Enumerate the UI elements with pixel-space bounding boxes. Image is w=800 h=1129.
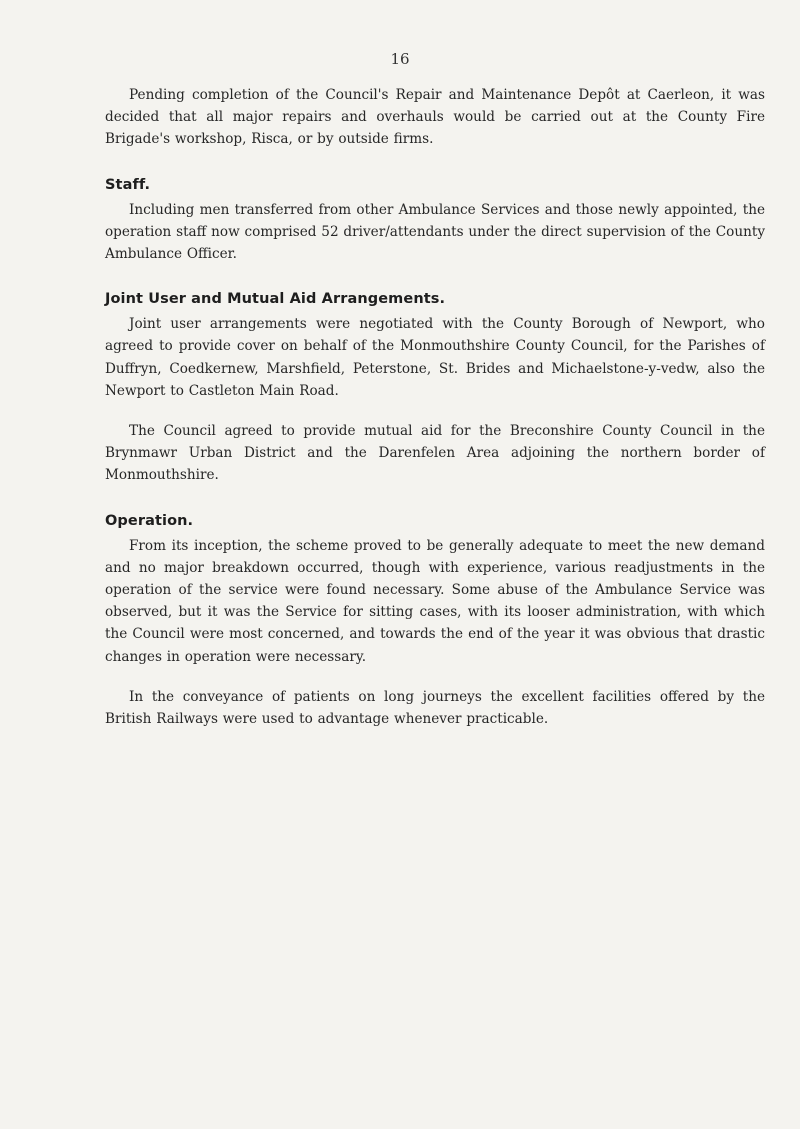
- joint-user-heading: Joint User and Mutual Aid Arrangements.: [105, 291, 446, 308]
- conveyance-paragraph: In the conveyance of patients on long journeys the excellent facilities offered by the British Railways were used to advantage whenever practicable.: [105, 688, 765, 728]
- intro-paragraph: Pending completion of the Council's Repair and Maintenance Depôt at Caerleon, it was decided that all major repairs and overhauls would be carried out at the County Fire Brigade's workshop, Risca, or by outside firms.: [105, 87, 765, 148]
- page-body: [105, 84, 765, 730]
- page-number: 16: [390, 50, 410, 68]
- joint-user-paragraph: Joint user arrangements were negotiated with the County Borough of Newport, who agreed to provide cover on behalf of the Monmouthshire County Council, for the Parishes of Duffryn, Coedkernew, Marshfield, Peterstone, St. Brides and Michaelstone-y-vedw, also the Newport to Castleton Main Road.: [105, 316, 765, 399]
- operation-paragraph: From its inception, the scheme proved to be generally adequate to meet the new demand and no major breakdown occurred, though with experience, various readjustments in the operation of the service were found necessary. Some abuse of the Ambulance Service was observed, but it was the Service for sitting cases, with its looser administration, with which the Council were most concerned, and towards the end of the year it was obvious that drastic changes in operation were necessary.: [105, 537, 765, 665]
- operation-heading: Operation.: [105, 512, 194, 529]
- mutual-aid-paragraph: The Council agreed to provide mutual aid for the Breconshire County Council in the Brynmawr Urban District and the Darenfelen Area adjoining the northern border of Monmouthshire.: [105, 423, 765, 484]
- staff-heading: Staff.: [105, 176, 151, 193]
- staff-paragraph: Including men transferred from other Ambulance Services and those newly appointed, the operation staff now comprised 52 driver/attendants under the direct supervision of the County Ambulance Officer.: [105, 201, 766, 263]
